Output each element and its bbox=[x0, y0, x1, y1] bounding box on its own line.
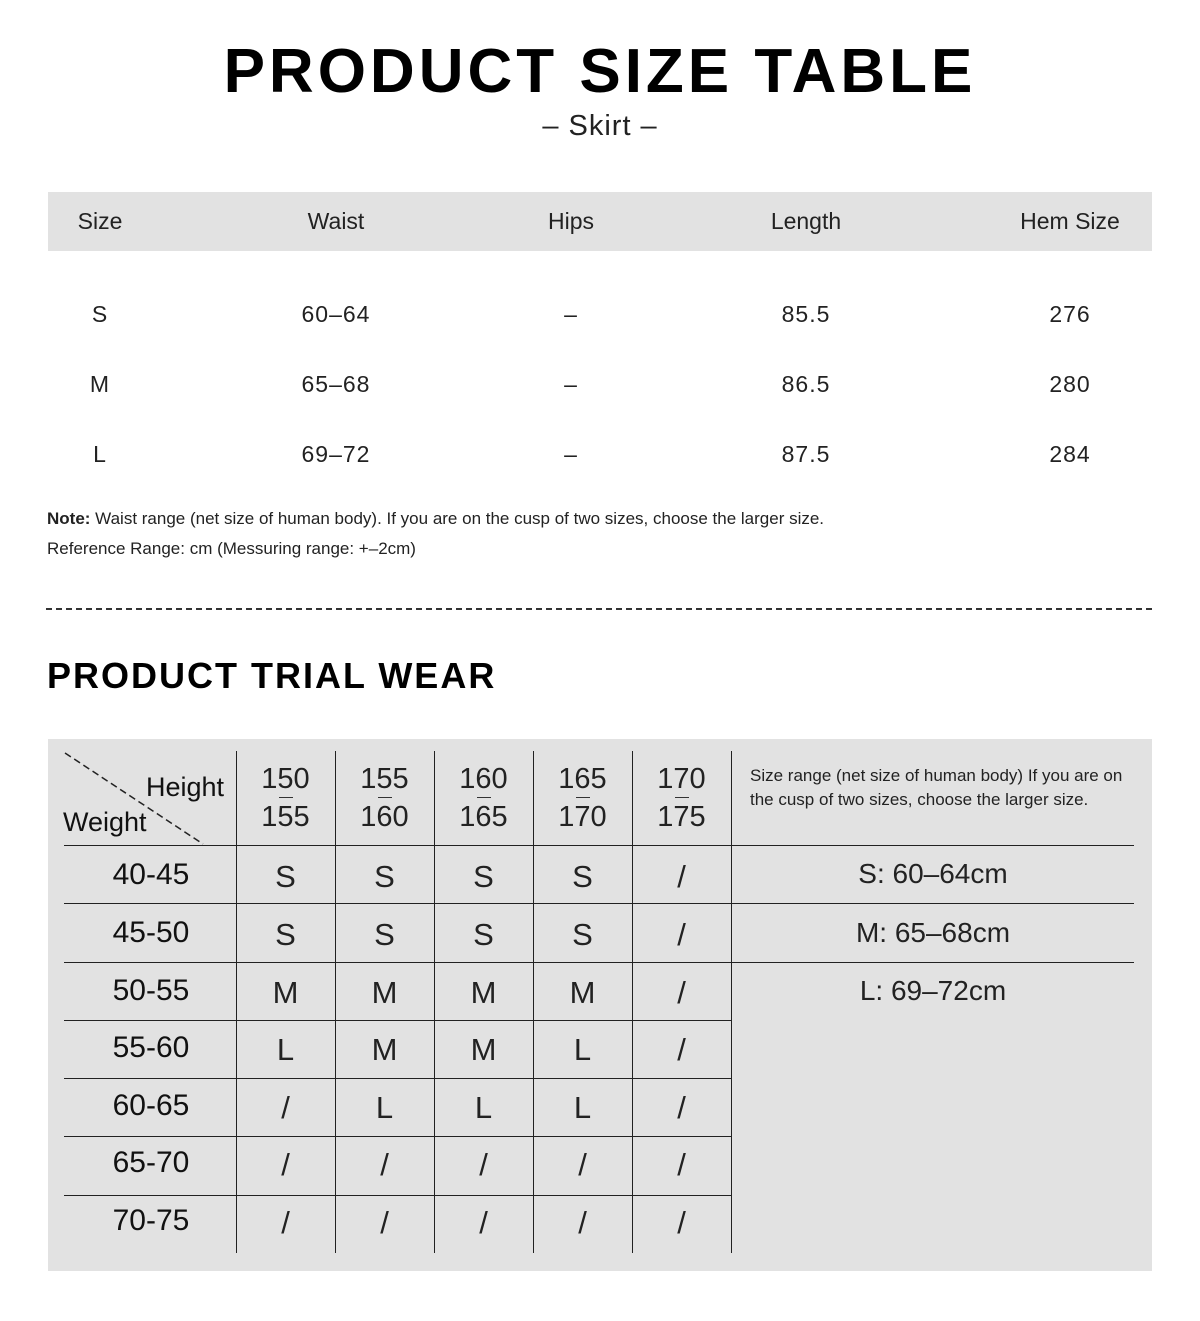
cell-length: 85.5 bbox=[781, 301, 831, 327]
height-from: 165 bbox=[558, 763, 607, 795]
size-cell: / bbox=[677, 1205, 686, 1240]
size-cell: M bbox=[272, 975, 299, 1010]
weight-label: 45-50 bbox=[112, 916, 190, 949]
height-header bbox=[632, 765, 731, 832]
header-hips: Hips bbox=[547, 208, 594, 234]
size-cell: / bbox=[677, 917, 686, 952]
grid-line bbox=[64, 1078, 732, 1079]
size-range-note: Size range (net size of human body) If you are on the cusp of two sizes, choose the larger size. bbox=[750, 766, 1123, 809]
height-to: 175 bbox=[657, 801, 706, 833]
size-cell: / bbox=[677, 1090, 686, 1125]
size-cell: / bbox=[281, 1147, 290, 1182]
size-cell: L bbox=[375, 1090, 394, 1125]
dash-mark bbox=[279, 797, 293, 798]
size-cell: L bbox=[276, 1032, 295, 1067]
cell-size: M bbox=[89, 371, 111, 397]
size-cell: / bbox=[677, 975, 686, 1010]
size-cell: / bbox=[281, 1205, 290, 1240]
reference-range: Reference Range: cm (Messuring range: +–2cm) bbox=[47, 539, 416, 558]
size-cell: M bbox=[569, 975, 596, 1010]
size-cell: S bbox=[374, 917, 395, 952]
weight-label: 60-65 bbox=[112, 1089, 190, 1122]
size-cell: M bbox=[371, 1032, 398, 1067]
height-to: 170 bbox=[558, 801, 607, 833]
size-cell: / bbox=[281, 1090, 290, 1125]
cell-hips: – bbox=[564, 301, 578, 327]
dashed-divider bbox=[46, 608, 1152, 610]
height-from: 160 bbox=[459, 763, 508, 795]
size-cell: S bbox=[473, 859, 494, 894]
cell-hem-size: 284 bbox=[1049, 441, 1091, 467]
weight-label: 50-55 bbox=[112, 974, 190, 1007]
table-row bbox=[48, 365, 1152, 405]
size-cell: / bbox=[677, 1032, 686, 1067]
height-header bbox=[335, 765, 434, 832]
note-text: Waist range (net size of human body). If you are on the cusp of two sizes, choose the larger size. bbox=[90, 509, 825, 528]
header-waist: Waist bbox=[307, 208, 365, 234]
grid-line bbox=[64, 903, 1134, 904]
size-cell: / bbox=[578, 1205, 587, 1240]
size-cell: S bbox=[473, 917, 494, 952]
size-cell: / bbox=[380, 1205, 389, 1240]
dash-mark bbox=[675, 797, 689, 798]
note-label: Note: bbox=[47, 509, 91, 528]
page-title: PRODUCT SIZE TABLE bbox=[223, 37, 977, 106]
dash-mark bbox=[576, 797, 590, 798]
size-cell: M bbox=[470, 975, 497, 1010]
height-to: 165 bbox=[459, 801, 508, 833]
corner-height-label: Height bbox=[146, 772, 225, 802]
cell-waist: 65–68 bbox=[301, 371, 371, 397]
cell-hem-size: 280 bbox=[1049, 371, 1091, 397]
size-cell: M bbox=[371, 975, 398, 1010]
size-cell: / bbox=[677, 859, 686, 894]
weight-label: 65-70 bbox=[112, 1146, 190, 1179]
height-header bbox=[533, 765, 632, 832]
header-length: Length bbox=[770, 208, 842, 234]
size-range: S: 60–64cm bbox=[858, 858, 1008, 889]
size-cell: M bbox=[470, 1032, 497, 1067]
cell-size: L bbox=[93, 441, 107, 467]
height-header bbox=[236, 765, 335, 832]
grid-line bbox=[64, 962, 1134, 963]
size-cell: S bbox=[572, 917, 593, 952]
height-to: 160 bbox=[360, 801, 409, 833]
cell-waist: 60–64 bbox=[301, 301, 371, 327]
size-table-header bbox=[48, 192, 1152, 251]
size-cell: L bbox=[573, 1090, 592, 1125]
size-note bbox=[47, 509, 824, 529]
grid-line bbox=[64, 1136, 732, 1137]
weight-label: 55-60 bbox=[112, 1031, 190, 1064]
corner-weight-label: Weight bbox=[63, 807, 147, 837]
size-cell: L bbox=[474, 1090, 493, 1125]
weight-label: 40-45 bbox=[112, 858, 190, 891]
grid-line bbox=[64, 1195, 732, 1196]
size-cell: / bbox=[578, 1147, 587, 1182]
size-cell: / bbox=[479, 1205, 488, 1240]
size-cell: S bbox=[572, 859, 593, 894]
height-to: 155 bbox=[261, 801, 310, 833]
size-cell: / bbox=[380, 1147, 389, 1182]
size-cell: / bbox=[479, 1147, 488, 1182]
height-from: 150 bbox=[261, 763, 310, 795]
size-cell: L bbox=[573, 1032, 592, 1067]
trial-wear-table bbox=[48, 739, 1152, 1271]
cell-size: S bbox=[91, 301, 109, 327]
dash-mark bbox=[477, 797, 491, 798]
grid-line bbox=[64, 1020, 732, 1021]
height-from: 155 bbox=[360, 763, 409, 795]
size-cell: S bbox=[275, 859, 296, 894]
table-row bbox=[48, 435, 1152, 475]
section-title: PRODUCT TRIAL WEAR bbox=[47, 655, 497, 696]
size-range: L: 69–72cm bbox=[859, 975, 1007, 1006]
grid-line bbox=[64, 845, 1134, 846]
size-range: M: 65–68cm bbox=[855, 917, 1011, 948]
dash-mark bbox=[378, 797, 392, 798]
weight-label: 70-75 bbox=[112, 1204, 190, 1237]
height-from: 170 bbox=[657, 763, 706, 795]
cell-length: 86.5 bbox=[781, 371, 831, 397]
cell-hips: – bbox=[564, 371, 578, 397]
cell-waist: 69–72 bbox=[301, 441, 371, 467]
height-header bbox=[434, 765, 533, 832]
size-cell: / bbox=[677, 1147, 686, 1182]
size-cell: S bbox=[275, 917, 296, 952]
header-size: Size bbox=[77, 208, 123, 234]
size-cell: S bbox=[374, 859, 395, 894]
cell-length: 87.5 bbox=[781, 441, 831, 467]
page-subtitle: – Skirt – bbox=[542, 110, 658, 142]
cell-hem-size: 276 bbox=[1049, 301, 1091, 327]
table-row bbox=[48, 295, 1152, 335]
cell-hips: – bbox=[564, 441, 578, 467]
header-hem-size: Hem Size bbox=[1020, 208, 1120, 234]
